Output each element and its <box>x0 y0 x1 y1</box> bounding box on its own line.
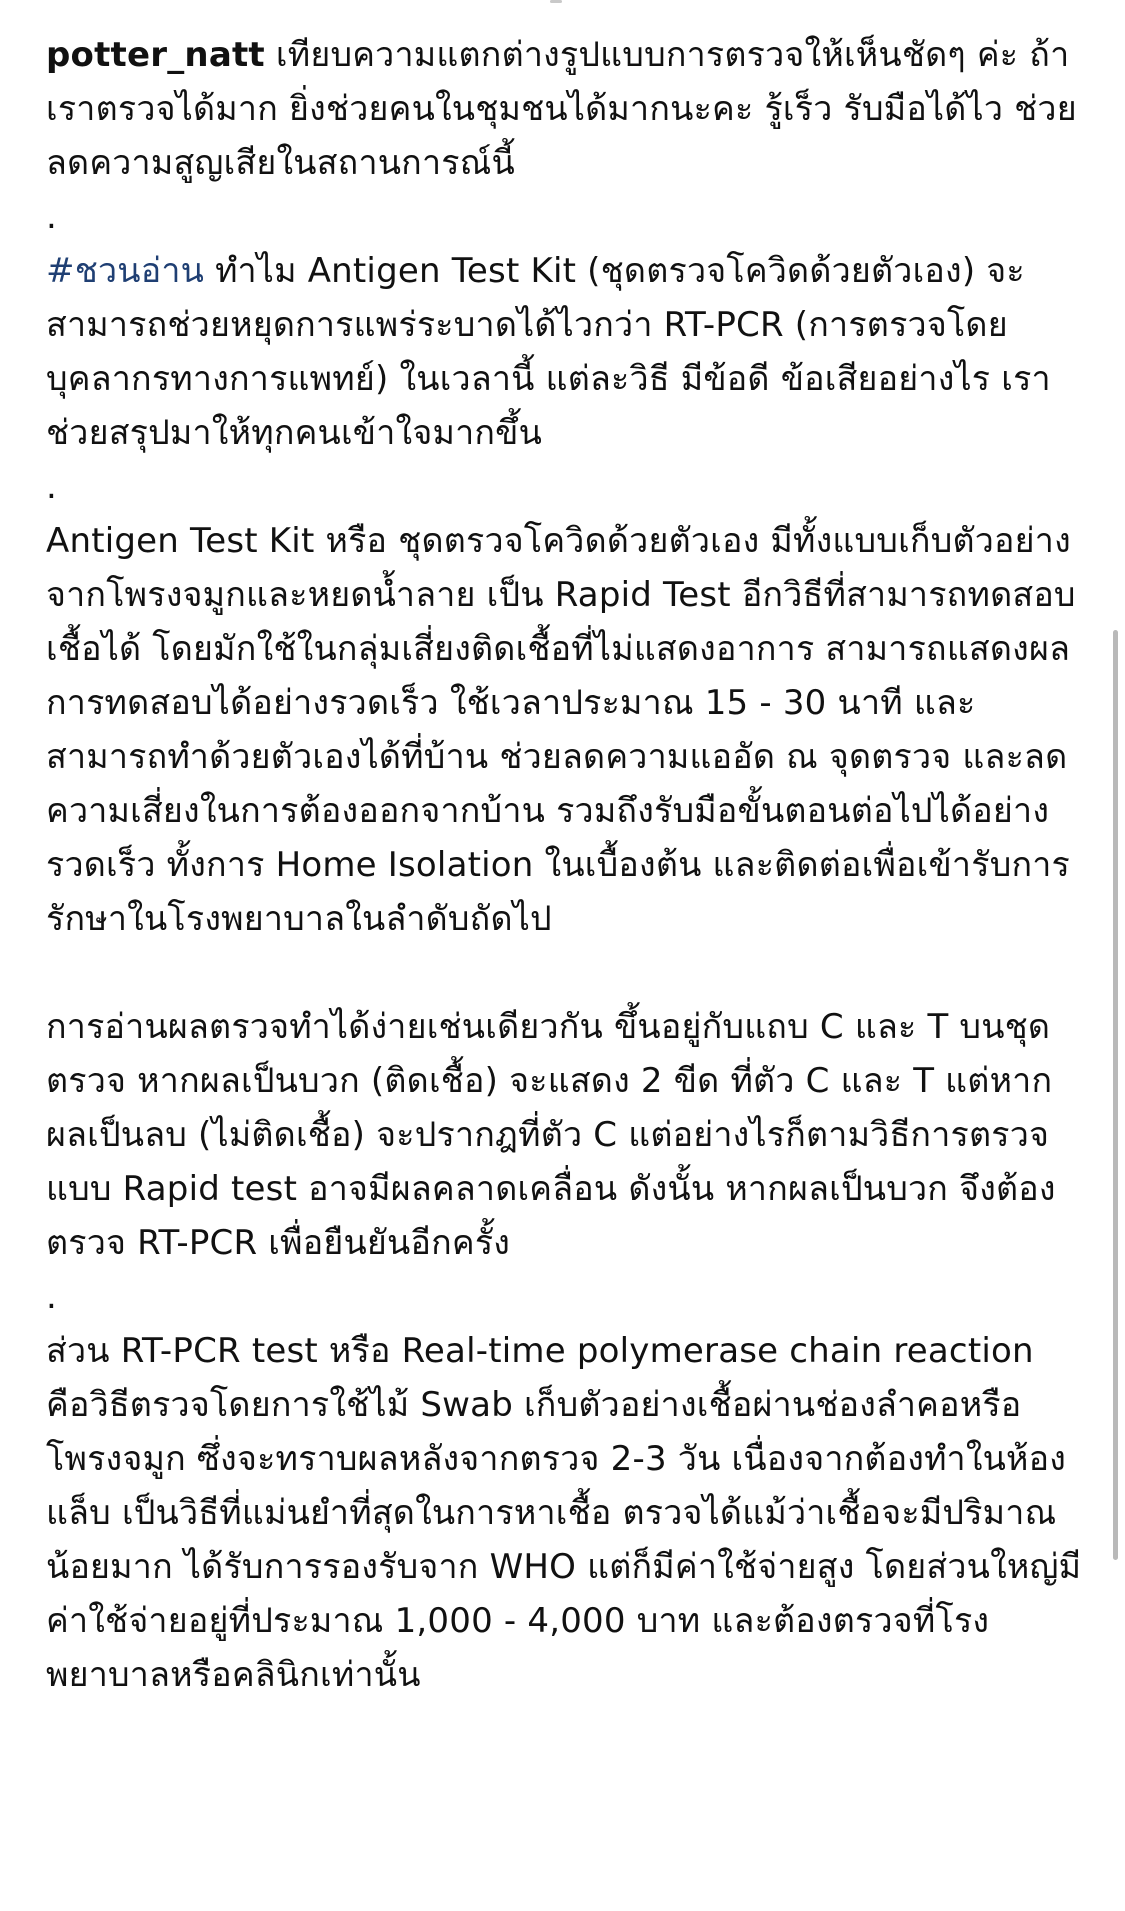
separator-dot: . <box>46 197 58 237</box>
username-link[interactable]: potter_natt <box>46 35 265 75</box>
paragraph-1-text: ทำไม Antigen Test Kit (ชุดตรวจโควิดด้วยตัวเอง) จะสามารถช่วยหยุดการแพร่ระบาดได้ไวกว่า RT-PCR (การตรวจโดยบุคลากรทางการแพทย์) ในเวลานี้ แต่ละวิธี มีข้อดี ข้อเสียอย่างไร เราช่วยสรุปมาให้ทุกคนเข้าใจมากขึ้น <box>46 251 1051 453</box>
intro-text: เทียบความแตกต่างรูปแบบการตรวจให้เห็นชัดๆ ค่ะ ถ้าเราตรวจได้มาก ยิ่งช่วยคนในชุมชนได้มากนะคะ รู้เร็ว รับมือได้ไว ช่วยลดความสูญเสียในสถานการณ์นี้ <box>46 35 1077 183</box>
hashtag-link[interactable]: #ชวนอ่าน <box>46 251 205 291</box>
sheet-handle <box>550 0 562 3</box>
caption-intro <box>46 28 1086 190</box>
post-caption <box>46 28 1086 1702</box>
caption-paragraph-4: ส่วน RT-PCR test หรือ Real-time polymerase chain reaction คือวิธีตรวจโดยการใช้ไม้ Swab เก็บตัวอย่างเชื้อผ่านช่องลำคอหรือโพรงจมูก ซึ่งจะทราบผลหลังจากตรวจ 2-3 วัน เนื่องจากต้องทำในห้องแล็บ เป็นวิธีที่แม่นยำที่สุดในการหาเชื้อ ตรวจได้แม้ว่าเชื้อจะมีปริมาณน้อยมาก ได้รับการรองรับจาก WHO แต่ก็มีค่าใช้จ่ายสูง โดยส่วนใหญ่มีค่าใช้จ่ายอยู่ที่ประมาณ 1,000 - 4,000 บาท และต้องตรวจที่โรงพยาบาลหรือคลินิกเท่านั้น <box>46 1331 1082 1695</box>
separator-dot: . <box>46 467 58 507</box>
separator-dot: . <box>46 1277 58 1317</box>
blank-line <box>46 946 1086 1000</box>
caption-paragraph-1 <box>46 244 1086 460</box>
scrollbar[interactable] <box>1113 630 1118 1560</box>
caption-paragraph-2: Antigen Test Kit หรือ ชุดตรวจโควิดด้วยตัวเอง มีทั้งแบบเก็บตัวอย่างจากโพรงจมูกและหยดน้ำลาย เป็น Rapid Test อีกวิธีที่สามารถทดสอบเชื้อได้ โดยมักใช้ในกลุ่มเสี่ยงติดเชื้อที่ไม่แสดงอาการ สามารถแสดงผลการทดสอบได้อย่างรวดเร็ว ใช้เวลาประมาณ 15 - 30 นาที และสามารถทำด้วยตัวเองได้ที่บ้าน ช่วยลดความแออัด ณ จุดตรวจ และลดความเสี่ยงในการต้องออกจากบ้าน รวมถึงรับมือขั้นตอนต่อไปได้อย่างรวดเร็ว ทั้งการ Home Isolation ในเบื้องต้น และติดต่อเพื่อเข้ารับการรักษาในโรงพยาบาลในลำดับถัดไป <box>46 521 1076 939</box>
caption-paragraph-3: การอ่านผลตรวจทำได้ง่ายเช่นเดียวกัน ขึ้นอยู่กับแถบ C และ T บนชุดตรวจ หากผลเป็นบวก (ติดเชื้อ) จะแสดง 2 ขีด ที่ตัว C และ T แต่หากผลเป็นลบ (ไม่ติดเชื้อ) จะปรากฎที่ตัว C แต่อย่างไรก็ตามวิธีการตรวจแบบ Rapid test อาจมีผลคลาดเคลื่อน ดังนั้น หากผลเป็นบวก จึงต้องตรวจ RT-PCR เพื่อยืนยันอีกครั้ง <box>46 1007 1056 1263</box>
